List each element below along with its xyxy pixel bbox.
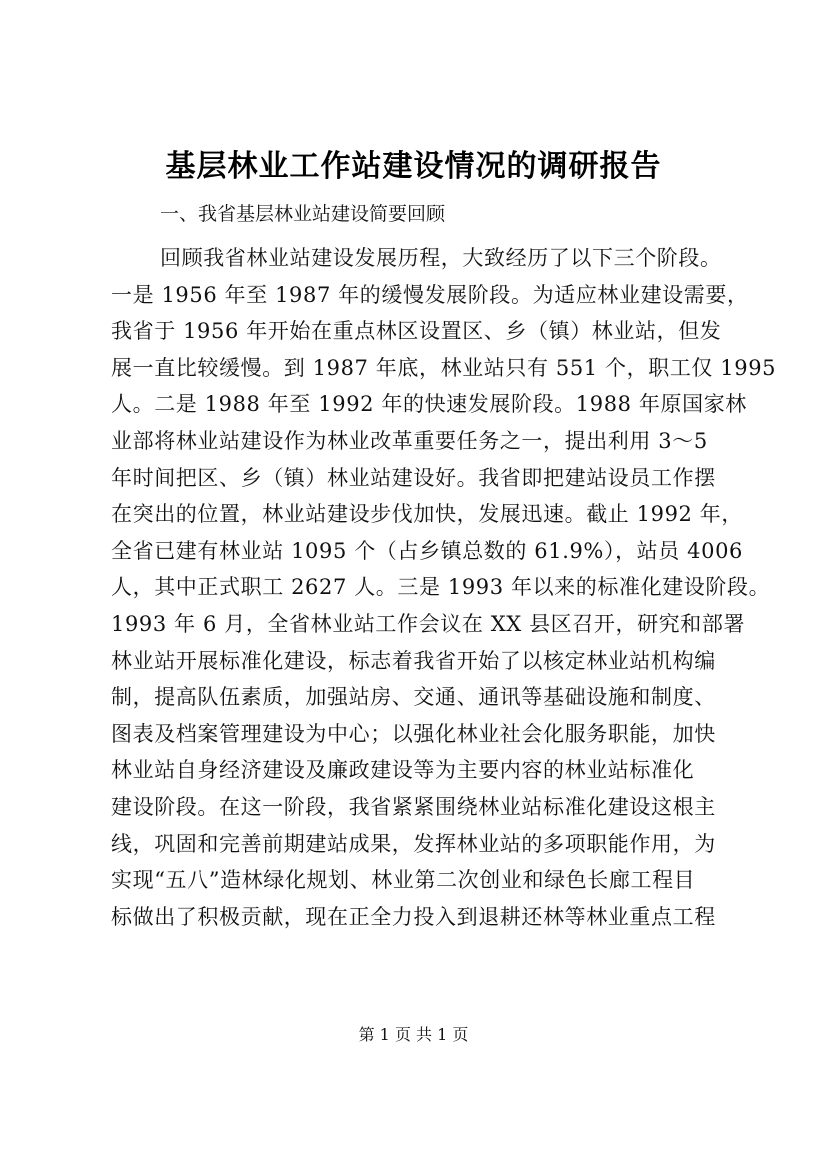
body-line: 我省于 1956 年开始在重点林区设置区、乡（镇）林业站，但发 (111, 319, 722, 344)
body-text (111, 240, 777, 935)
document-title: 基层林业工作站建设情况的调研报告 (165, 149, 662, 184)
body-line: 建设阶段。在这一阶段，我省紧紧围绕林业站标准化建设这根主 (111, 794, 716, 819)
body-line: 图表及档案管理建设为中心；以强化林业社会化服务职能，加快 (111, 721, 716, 746)
body-line: 线，巩固和完善前期建站成果，发挥林业站的多项职能作用，为 (111, 831, 716, 856)
body-line: 年时间把区、乡（镇）林业站建设好。我省即把建站设员工作摆 (111, 465, 716, 490)
body-line: 展一直比较缓慢。到 1987 年底，林业站只有 551 个，职工仅 1995 (111, 355, 777, 380)
body-line: 一是 1956 年至 1987 年的缓慢发展阶段。为适应林业建设需要， (111, 282, 749, 307)
body-line: 人，其中正式职工 2627 人。三是 1993 年以来的标准化建设阶段。 (111, 575, 771, 600)
body-line: 实现“五八”造林绿化规划、林业第二次创业和绿色长廊工程目 (111, 868, 696, 893)
body-line: 在突出的位置，林业站建设步伐加快，发展迅速。截止 1992 年， (111, 502, 743, 527)
body-line: 人。二是 1988 年至 1992 年的快速发展阶段。1988 年原国家林 (111, 392, 747, 417)
page-footer: 第 1 页 共 1 页 (358, 1025, 469, 1044)
body-line: 制，提高队伍素质，加强站房、交通、通讯等基础设施和制度、 (111, 685, 716, 710)
body-line: 林业站开展标准化建设，标志着我省开始了以核定林业站机构编 (111, 648, 716, 673)
body-line: 业部将林业站建设作为林业改革重要任务之一，提出利用 3～5 (111, 428, 708, 453)
body-line: 标做出了积极贡献，现在正全力投入到退耕还林等林业重点工程 (111, 904, 716, 929)
body-line: 全省已建有林业站 1095 个（占乡镇总数的 61.9%），站员 4006 (111, 538, 743, 563)
body-line: 1993 年 6 月，全省林业站工作会议在 XX 县区召开，研究和部署 (111, 611, 746, 636)
body-line: 林业站自身经济建设及廉政建设等为主要内容的林业站标准化 (111, 758, 695, 783)
section-heading: 一、我省基层林业站建设简要回顾 (160, 203, 446, 225)
body-line: 回顾我省林业站建设发展历程，大致经历了以下三个阶段。 (160, 246, 722, 270)
